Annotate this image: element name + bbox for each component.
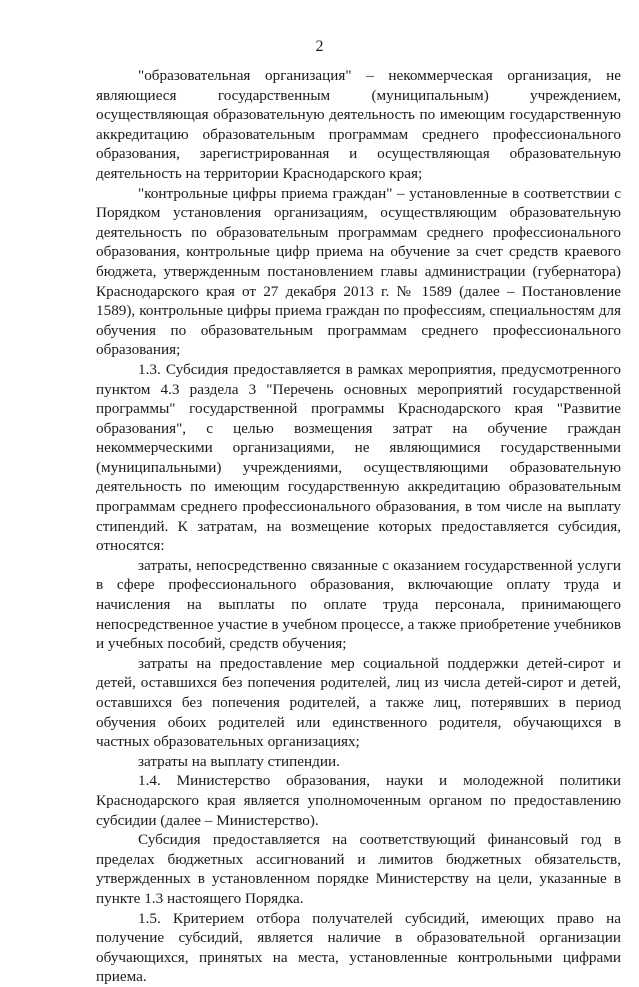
- document-body: [96, 66, 621, 987]
- paragraph-1-3: 1.3. Субсидия предоставляется в рамках мероприятия, предусмотренного пунктом 4.3 раздела 3 "Перечень основных мероприятий государственной программы" государственной программы Краснодарского края "Развитие образования", с целью возмещения затрат на обучение граждан некоммерческими организациями, не являющимися государственными (муниципальными) учреждениями, осуществляющими образовательную деятельность по имеющим государственную аккредитацию образовательным программам среднего профессионального образования, в том числе на выплату стипендий. К затратам, на возмещение которых предоставляется субсидия, относятся:: [96, 360, 621, 555]
- paragraph-definition-admission-quotas: "контрольные цифры приема граждан" – установленные в соответствии с Порядком установления организациям, осуществляющим образовательную деятельность по образовательным программам среднего профессионального образования, контрольные цифр приема на обучение за счет средств краевого бюджета, утвержденным постановлением главы администрации (губернатора) Краснодарского края от 27 декабря 2013 г. № 1589 (далее – Постановление 1589), контрольные цифры приема граждан по профессиям, специальностям для обучения по образовательным программам среднего профессионального образования;: [96, 184, 621, 359]
- page-number: 2: [315, 38, 324, 55]
- paragraph-subsidy-budget: Субсидия предоставляется на соответствующий финансовый год в пределах бюджетных ассигнований и лимитов бюджетных обязательств, утвержденных в установленном порядке Министерству на цели, указанные в пункте 1.3 настоящего Порядка.: [96, 831, 621, 907]
- paragraph-definition-educational-organization: "образовательная организация" – некоммерческая организация, не являющиеся государственным (муниципальным) учреждением, осуществляющая образовательную деятельность по имеющим государственную аккредитацию образовательным программам среднего профессионального образования, зарегистрированная и осуществляющая образовательную деятельность на территории Краснодарского края;: [96, 67, 621, 182]
- paragraph-1-5: 1.5. Критерием отбора получателей субсидий, имеющих право на получение субсидий, является наличие в образовательной организации обучающихся, принятых на места, установленные контрольными цифрами приема.: [96, 909, 621, 986]
- paragraph-costs-social-support: затраты на предоставление мер социальной поддержки детей-сирот и детей, оставшихся без попечения родителей, лиц из числа детей-сирот и детей, оставшихся без попечения родителей, а также лиц, потерявших в период обучения обоих родителей или единственного родителя, обучающихся в частных образовательных организациях;: [96, 654, 621, 751]
- paragraph-costs-stipend: затраты на выплату стипендии.: [138, 752, 340, 770]
- paragraph-1-4: 1.4. Министерство образования, науки и молодежной политики Краснодарского края является уполномоченным органом по предоставлению субсидии (далее – Министерство).: [96, 772, 621, 829]
- paragraph-costs-services: затраты, непосредственно связанные с оказанием государственной услуги в сфере профессионального образования, включающие оплату труда и начисления на выплаты по оплате труда персонала, принимающего непосредственное участие в учебном процессе, а также приобретение учебников и учебных пособий, средств обучения;: [96, 556, 621, 653]
